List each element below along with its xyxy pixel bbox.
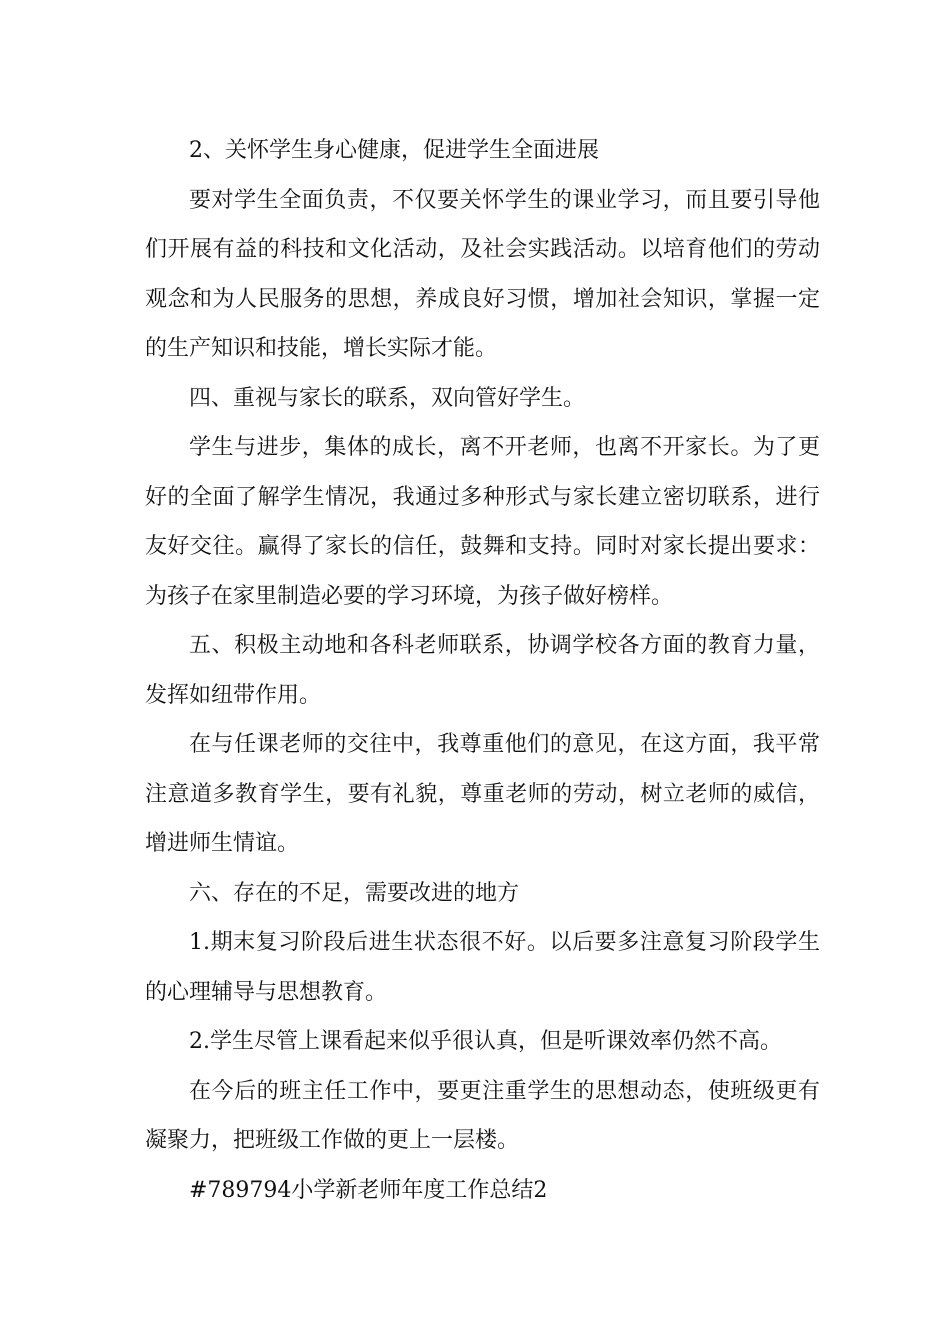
paragraph-future-work: 在今后的班主任工作中，要更注重学生的思想动态，使班级更有凝聚力，把班级工作做的更上一层楼。 xyxy=(145,1078,820,1153)
paragraph-student-responsibility: 要对学生全面负责，不仅要关怀学生的课业学习，而且要引导他们开展有益的科技和文化活动，及社会实践活动。以培育他们的劳动观念和为人民服务的思想，养成良好习惯，增加社会知识，掌握一定的生产知识和技能，增长实际才能。 xyxy=(145,187,820,361)
paragraph-teacher-relations: 在与任课老师的交往中，我尊重他们的意见，在这方面，我平常注意道多教育学生，要有礼貌，尊重老师的劳动，树立老师的威信，增进师生情谊。 xyxy=(145,732,820,856)
paragraph-heading-shortcomings: 六、存在的不足，需要改进的地方 xyxy=(189,880,520,906)
paragraph-next-section-title: #789794小学新老师年度工作总结2 xyxy=(189,1177,548,1203)
paragraph-shortcoming-1: 1.期末复习阶段后进生状态很不好。以后要多注意复习阶段学生的心理辅导与思想教育。 xyxy=(145,930,820,1005)
paragraph-parent-contact: 学生与进步，集体的成长，离不开老师，也离不开家长。为了更好的全面了解学生情况，我通过多种形式与家长建立密切联系，进行友好交往。赢得了家长的信任，鼓舞和支持。同时对家长提出要求：为孩子在家里制造必要的学习环境，为孩子做好榜样。 xyxy=(145,435,820,609)
paragraph-heading-teachers: 五、积极主动地和各科老师联系，协调学校各方面的教育力量，发挥如纽带作用。 xyxy=(145,633,820,708)
paragraph-heading-parents: 四、重视与家长的联系，双向管好学生。 xyxy=(189,385,586,411)
paragraph-heading-health: 2、关怀学生身心健康，促进学生全面进展 xyxy=(189,138,599,163)
paragraph-shortcoming-2: 2.学生尽管上课看起来似乎很认真，但是听课效率仍然不高。 xyxy=(189,1029,782,1054)
document-body xyxy=(145,126,820,1215)
